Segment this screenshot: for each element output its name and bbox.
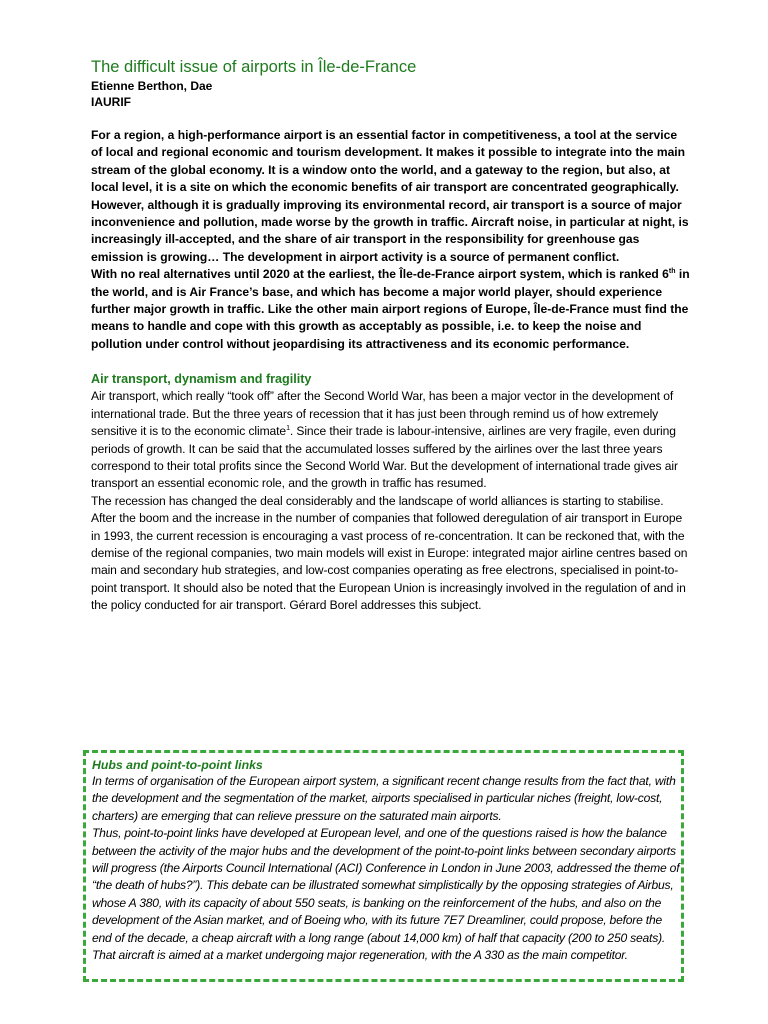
abstract (91, 127, 691, 353)
box-body (92, 773, 681, 964)
abstract-paragraph-2: However, although it is gradually improving its environmental record, air transport is a source of major inconvenience and pollution, made worse by the growth in traffic. Aircraft noise, in particular at night, is increasingly ill-accepted, and the share of air transport in the responsibility for greenhouse gas emission is growing… The development in airport activity is a source of permanent conflict. (91, 197, 689, 264)
abstract-paragraph-1: For a region, a high-performance airport is an essential factor in competitiveness, a tool at the service of local and regional economic and tourism development. It makes it possible to integrate into the main stream of the global economy. It is a window onto the world, and a gateway to the region, but also, at local level, it is a site on which the economic benefits of air transport are concentrated geographically. (91, 128, 686, 195)
abstract-p3-text: With no real alternatives until 2020 at the earliest, the Île-de-France airport system, which is ranked 6 (91, 267, 669, 282)
body-p1-text-cont: . Since their trade is labour-intensive, airlines are very fragile, even during periods of growth. It can be said that the accumulated losses suffered by the airlines over the last three years correspond to their total profits since the Second World War. But the development of international trade gives air transport an essential economic role, and the growth in traffic has resumed. (91, 424, 678, 491)
body-paragraph-1 (91, 388, 691, 492)
section-body (91, 388, 691, 614)
document-title: The difficult issue of airports in Île-de-France (91, 58, 417, 76)
author-line: Etienne Berthon, Dae (91, 79, 213, 93)
document-page (91, 56, 691, 615)
box-paragraph-2: Thus, point-to-point links have developed at European level, and one of the questions raised is how the balance between the activity of the major hubs and the development of the point-to-point links between secondary airports will progress (the Airports Council International (ACI) Conference in London in June 2003, addressed the theme of “the death of hubs?”). This debate can be illustrated somewhat simplistically by the opposing strategies of Airbus, whose A 380, with its capacity of about 550 seats, is banking on the reinforcement of the hubs, and also on the development of the Asian market, and of Boeing who, with its future 7E7 Dreamliner, could propose, before the end of the decade, a cheap aircraft with a long range (about 14,000 km) of half that capacity (200 to 250 seats). That aircraft is aimed at a market undergoing major regeneration, with the A 330 as the main competitor. (92, 826, 680, 963)
body-paragraph-2: The recession has changed the deal considerably and the landscape of world alliances is starting to stabilise. After the boom and the increase in the number of companies that followed deregulation of air transport in Europe in 1993, the current recession is encouraging a vast process of re-concentration. It can be reckoned that, with the demise of the regional companies, two main models will exist in Europe: integrated major airline centres based on main and secondary hub strategies, and low-cost companies operating as free electrons, specialised in point-to-point transport. It should also be noted that the European Union is increasingly involved in the regulation of and in the policy conducted for air transport. Gérard Borel addresses this subject. (91, 493, 688, 613)
abstract-paragraph-3 (91, 266, 691, 353)
box-paragraph-1: In terms of organisation of the European airport system, a significant recent change results from the fact that, with the development and the segmentation of the market, airports specialised in particular niches (freight, low-cost, charters) are emerging that can relieve pressure on the saturated main airports. (92, 774, 676, 823)
footnote-marker[interactable]: 1 (286, 425, 290, 433)
ordinal-superscript: th (668, 268, 676, 276)
body-p1-text: Air transport, which really “took off” after the Second World War, has been a major vector in the development of international trade. But the three years of recession that it has just been through remind us of how extremely sensitive it is to the economic climate (91, 389, 674, 439)
affiliation: IAURIF (91, 95, 131, 109)
box-heading: Hubs and point-to-point links (92, 758, 263, 772)
sidebar-box (83, 750, 684, 982)
section-heading: Air transport, dynamism and fragility (91, 372, 312, 387)
abstract-p3-text-cont: in the world, and is Air France’s base, and which has become a major world player, should experience further major growth in traffic. Like the other main airport regions of Europe, Île-de-France must find the means to handle and cope with this growth as acceptably as possible, i.e. to keep the noise and pollution under control without jeopardising its attractiveness and its economic performance. (91, 267, 690, 351)
